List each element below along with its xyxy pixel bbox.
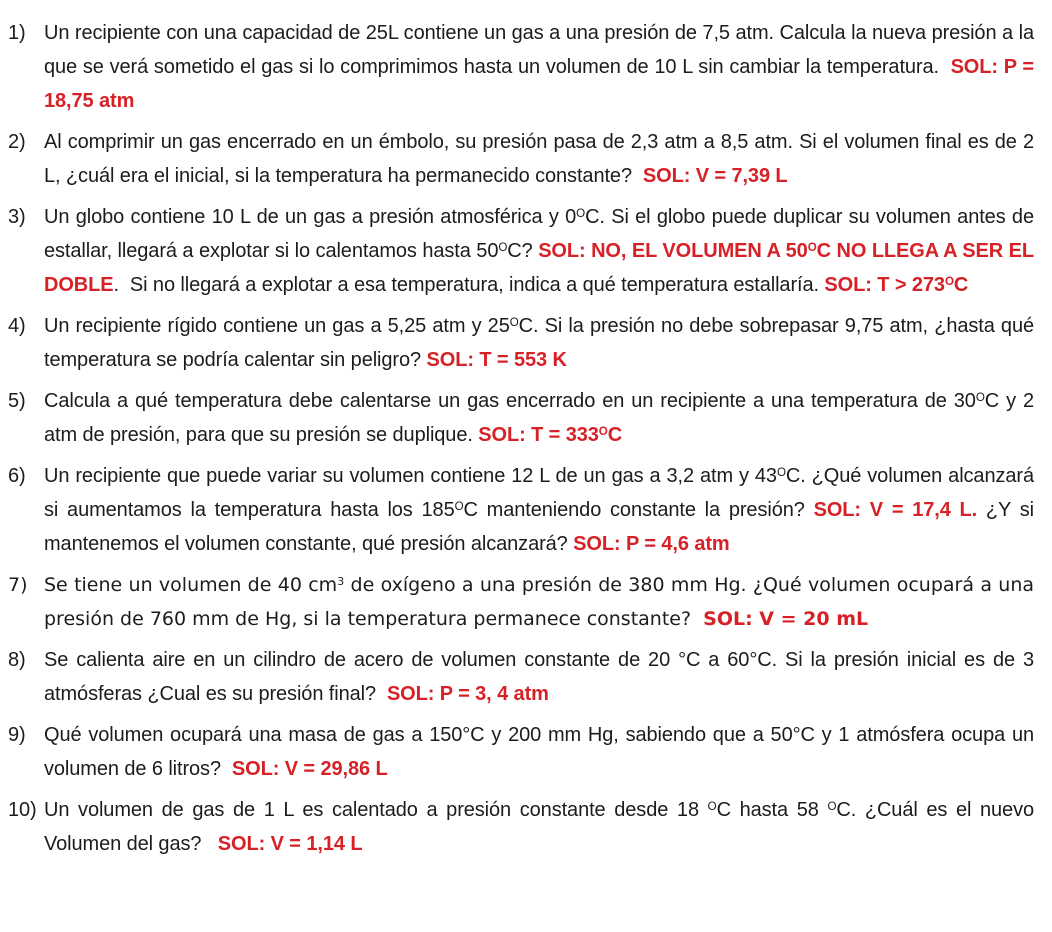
statement-text: C hasta 58 bbox=[716, 799, 828, 821]
problem-number: 5) bbox=[8, 390, 26, 412]
statement-text: C. ¿Cuál es el nuevo Volumen del gas? bbox=[44, 799, 1035, 855]
statement-text: O bbox=[827, 799, 837, 813]
problem-text bbox=[44, 793, 1034, 861]
problem-item bbox=[8, 200, 1034, 302]
problem-text bbox=[44, 568, 1034, 636]
solution-text: C bbox=[953, 274, 969, 296]
problem-item bbox=[8, 16, 1034, 118]
problem-list bbox=[8, 16, 1034, 861]
problem-number: 4) bbox=[8, 315, 26, 337]
problem-number: 7) bbox=[8, 574, 28, 596]
statement-text: Al comprimir un gas encerrado en un émbolo, su presión pasa de 2,3 atm a 8,5 atm. Si el volumen final es de 2 L, ¿cuál era el inicial, si la temperatura ha permanecido constante? bbox=[44, 131, 1034, 187]
solution-text: O bbox=[598, 424, 608, 438]
problem-number: 2) bbox=[8, 131, 26, 153]
problem-number: 1) bbox=[8, 22, 26, 44]
problem-item bbox=[8, 643, 1034, 711]
statement-text: C? bbox=[507, 240, 539, 262]
statement-text: O bbox=[498, 240, 508, 254]
problem-number: 9) bbox=[8, 724, 26, 746]
solution-text: SOL: V = 1,14 L bbox=[217, 833, 363, 855]
statement-text: Calcula a qué temperatura debe calentarse un gas encerrado en un recipiente a una temperatura de 30 bbox=[44, 390, 976, 412]
statement-text: Se calienta aire en un cilindro de acero de volumen constante de 20 °C a 60°C. Si la presión inicial es de 3 atmósferas ¿Cual es su presión final? bbox=[44, 649, 1034, 705]
statement-text: O bbox=[454, 499, 464, 513]
statement-text: Un recipiente rígido contiene un gas a 5,25 atm y 25 bbox=[44, 315, 510, 337]
statement-text: Un volumen de gas de 1 L es calentado a presión constante desde 18 bbox=[44, 799, 708, 821]
problem-number: 6) bbox=[8, 465, 26, 487]
solution-text: SOL: T > 273 bbox=[824, 274, 945, 296]
statement-text: C manteniendo constante la presión? bbox=[463, 499, 814, 521]
solution-text: SOL: V = 29,86 L bbox=[231, 758, 388, 780]
solution-text: SOL: P = 3, 4 atm bbox=[386, 683, 549, 705]
solution-text: C bbox=[607, 424, 623, 446]
statement-text: . Si no llegará a explotar a esa temperatura, indica a qué temperatura estallaría. bbox=[113, 274, 825, 296]
problem-item bbox=[8, 568, 1034, 636]
problem-item bbox=[8, 459, 1034, 561]
problem-number: 10) bbox=[8, 799, 37, 821]
statement-text: O bbox=[576, 206, 586, 220]
statement-text: Un recipiente con una capacidad de 25L contiene un gas a una presión de 7,5 atm. Calcula la nueva presión a la que se verá sometido el gas si lo comprimimos hasta un volumen de 10 L sin cambiar la temperatura. bbox=[44, 22, 1034, 78]
problem-number: 8) bbox=[8, 649, 26, 671]
solution-text: C NO LLEGA A SER EL DOBLE bbox=[44, 240, 1034, 296]
statement-text: O bbox=[975, 390, 985, 404]
problem-item bbox=[8, 718, 1034, 786]
statement-text: C. Si el globo puede duplicar su volumen antes de estallar, llegará a explotar si lo calentamos hasta 50 bbox=[44, 206, 1034, 262]
solution-text: SOL: NO, EL VOLUMEN A 50 bbox=[538, 240, 808, 262]
problem-text bbox=[44, 200, 1034, 302]
problem-item bbox=[8, 384, 1034, 452]
solution-text: SOL: P = 18,75 atm bbox=[44, 56, 1034, 112]
statement-text: ¿Y si mantenemos el volumen constante, qué presión alcanzará? bbox=[44, 499, 1034, 555]
solution-text: SOL: P = 4,6 atm bbox=[573, 533, 730, 555]
problem-text bbox=[44, 459, 1034, 561]
solution-text: O bbox=[944, 274, 954, 288]
solution-text: SOL: T = 553 K bbox=[426, 349, 567, 371]
statement-text: de oxígeno a una presión de 380 mm Hg. ¿Qué volumen ocupará a una presión de 760 mm de Hg, si la temperatura permanece constante? bbox=[44, 574, 1035, 630]
statement-text: Se tiene un volumen de 40 cm bbox=[44, 574, 338, 596]
problem-number: 3) bbox=[8, 206, 26, 228]
solution-text: SOL: V = 7,39 L bbox=[642, 165, 788, 187]
solution-text: O bbox=[807, 240, 817, 254]
problem-item bbox=[8, 309, 1034, 377]
problem-text bbox=[44, 718, 1034, 786]
solution-text: SOL: V = 17,4 L. bbox=[813, 499, 978, 521]
problem-text bbox=[44, 309, 1034, 377]
statement-text: O bbox=[509, 315, 519, 329]
problem-text bbox=[44, 125, 1034, 193]
statement-text: C. ¿Qué volumen alcanzará si aumentamos la temperatura hasta los 185 bbox=[44, 465, 1034, 521]
problem-item bbox=[8, 125, 1034, 193]
statement-text: Un recipiente que puede variar su volumen contiene 12 L de un gas a 3,2 atm y 43 bbox=[44, 465, 777, 487]
statement-text: O bbox=[776, 465, 786, 479]
statement-text: Un globo contiene 10 L de un gas a presión atmosférica y 0 bbox=[44, 206, 577, 228]
problem-text bbox=[44, 643, 1034, 711]
statement-text: 3 bbox=[337, 574, 345, 588]
statement-text: C. Si la presión no debe sobrepasar 9,75 atm, ¿hasta qué temperatura se podría calentar sin peligro? bbox=[44, 315, 1034, 371]
statement-text: C y 2 atm de presión, para que su presión se duplique. bbox=[44, 390, 1034, 446]
solution-text: SOL: T = 333 bbox=[478, 424, 599, 446]
problem-item bbox=[8, 793, 1034, 861]
problem-text bbox=[44, 16, 1034, 118]
statement-text: Qué volumen ocupará una masa de gas a 150°C y 200 mm Hg, sabiendo que a 50°C y 1 atmósfera ocupa un volumen de 6 litros? bbox=[44, 724, 1034, 780]
statement-text: O bbox=[707, 799, 717, 813]
problem-text bbox=[44, 384, 1034, 452]
solution-text: SOL: V = 20 mL bbox=[703, 608, 869, 630]
